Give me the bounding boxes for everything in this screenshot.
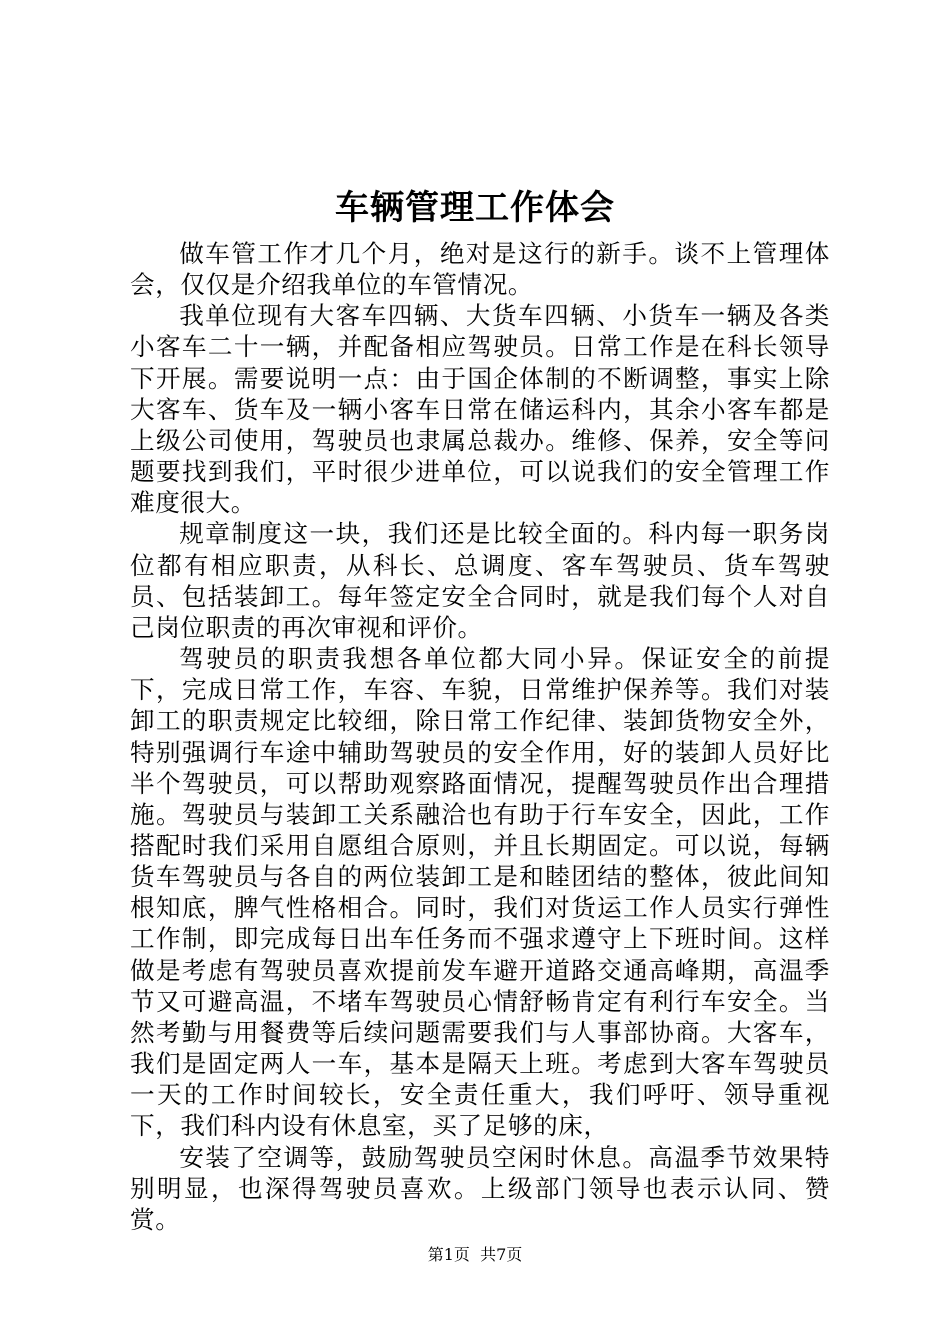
paragraph: 我单位现有大客车四辆、大货车四辆、小货车一辆及各类小客车二十一辆，并配备相应驾驶员。日常工作是在科长领导下开展。需要说明一点：由于国企体制的不断调整，事实上除大客车、货车及一辆小客车日常在储运科内，其余小客车都是上级公司使用，驾驶员也隶属总裁办。维修、保养，安全等问题要找到我们，平时很少进单位，可以说我们的安全管理工作难度很大。 (130, 301, 830, 518)
paragraph: 安装了空调等，鼓励驾驶员空闲时休息。高温季节效果特别明显，也深得驾驶员喜欢。上级部门领导也表示认同、赞赏。 (130, 1142, 830, 1234)
page-total: 共7页 (480, 1245, 523, 1264)
document-body (130, 238, 830, 1235)
page-footer (0, 1244, 950, 1266)
paragraph: 做车管工作才几个月，绝对是这行的新手。谈不上管理体会，仅仅是介绍我单位的车管情况。 (130, 239, 830, 300)
paragraph: 规章制度这一块，我们还是比较全面的。科内每一职务岗位都有相应职责，从科长、总调度、客车驾驶员、货车驾驶员、包括装卸工。每年签定安全合同时，就是我们每个人对自己岗位职责的再次审视和评价。 (130, 519, 830, 642)
document-title: 车辆管理工作体会 (335, 188, 615, 228)
footer-spacer (470, 1245, 480, 1264)
page-number: 第1页 (427, 1245, 470, 1264)
paragraph: 驾驶员的职责我想各单位都大同小异。保证安全的前提下，完成日常工作，车容、车貌，日常维护保养等。我们对装卸工的职责规定比较细，除日常工作纪律、装卸货物安全外，特别强调行车途中辅助驾驶员的安全作用，好的装卸人员好比半个驾驶员，可以帮助观察路面情况，提醒驾驶员作出合理措施。驾驶员与装卸工关系融洽也有助于行车安全，因此，工作搭配时我们采用自愿组合原则，并且长期固定。可以说，每辆货车驾驶员与各自的两位装卸工是和睦团结的整体，彼此间知根知底，脾气性格相合。同时，我们对货运工作人员实行弹性工作制，即完成每日出车任务而不强求遵守上下班时间。这样做是考虑有驾驶员喜欢提前发车避开道路交通高峰期，高温季节又可避高温，不堵车驾驶员心情舒畅肯定有利行车安全。当然考勤与用餐费等后续问题需要我们与人事部协商。大客车，我们是固定两人一车，基本是隔天上班。考虑到大客车驾驶员一天的工作时间较长，安全责任重大，我们呼吁、领导重视下，我们科内设有休息室，买了足够的床， (130, 644, 830, 1141)
